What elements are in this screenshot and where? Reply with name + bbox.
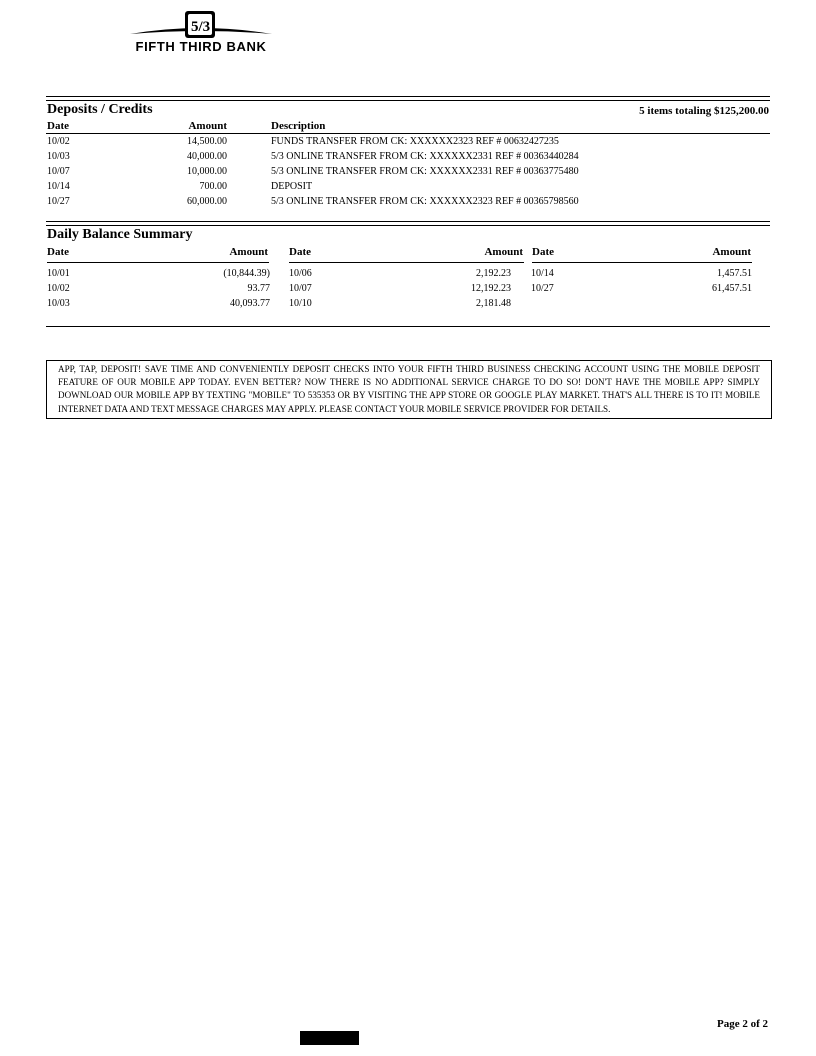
balance-date: 10/10 [289,298,312,309]
bank-name: FIFTH THIRD BANK [135,39,267,54]
table-row [0,268,816,283]
balance-date: 10/27 [531,283,554,294]
deposit-date: 10/14 [47,181,70,192]
balance-amount: 93.77 [247,283,270,294]
balance-title: Daily Balance Summary [47,227,193,242]
deposits-col-amount: Amount [188,120,227,132]
deposits-header-rule [46,133,770,134]
balance-date: 10/02 [47,283,70,294]
balance-date: 10/14 [531,268,554,279]
redaction-bar [300,1031,359,1045]
deposits-summary: 5 items totaling $125,200.00 [639,105,769,117]
balance-amount: 61,457.51 [712,283,752,294]
mobile-deposit-notice: APP, TAP, DEPOSIT! SAVE TIME AND CONVENIENTLY DEPOSIT CHECKS INTO YOUR FIFTH THIRD BUSINESS CHECKING ACCOUNT USING THE MOBILE DEPOSIT FEATURE OF OUR MOBILE APP TODAY. EVEN BETTER? NOW THERE IS NO ADDITIONAL SERVICE CHARGE TO DO SO! DON'T HAVE THE MOBILE APP? SIMPLY DOWNLOAD OUR MOBILE APP BY TEXTING "MOBILE" TO 535353 OR BY VISITING THE APP STORE OR GOOGLE PLAY MARKET. THAT'S ALL THERE IS TO IT! MOBILE INTERNET DATA AND TEXT MESSAGE CHARGES MAY APPLY. PLEASE CONTACT YOUR MOBILE SERVICE PROVIDER FOR DETAILS. [46,360,772,419]
balance-amount: 12,192.23 [471,283,511,294]
deposits-col-description: Description [271,120,326,132]
balance-amount: 2,181.48 [476,298,511,309]
deposit-amount: 14,500.00 [187,136,227,147]
deposit-description: DEPOSIT [271,181,313,192]
deposit-amount: 40,000.00 [187,151,227,162]
deposit-description: 5/3 ONLINE TRANSFER FROM CK: XXXXXX2331 REF # 00363775480 [271,166,579,177]
balance-col-date: Date [47,246,69,258]
deposit-date: 10/02 [47,136,70,147]
deposit-description: FUNDS TRANSFER FROM CK: XXXXXX2323 REF # 00632427235 [271,136,559,147]
balance-col-date: Date [532,246,554,258]
deposit-date: 10/27 [47,196,70,207]
section-rule [46,96,770,97]
balance-amount: 1,457.51 [717,268,752,279]
table-row [0,136,816,151]
balance-header-rule [289,262,524,263]
deposits-table-body [0,136,816,211]
table-row [0,196,816,211]
section-rule [46,221,770,222]
deposits-title: Deposits / Credits [47,102,153,117]
table-row [0,151,816,166]
balance-date: 10/07 [289,283,312,294]
svg-text:5/3: 5/3 [191,19,211,35]
balance-date: 10/06 [289,268,312,279]
balance-table-body [0,268,816,313]
balance-amount: 40,093.77 [230,298,270,309]
section-rule [46,225,770,226]
table-row [0,181,816,196]
balance-col-amount: Amount [712,246,751,258]
deposit-description: 5/3 ONLINE TRANSFER FROM CK: XXXXXX2331 REF # 00363440284 [271,151,579,162]
balance-header-rule [532,262,752,263]
table-row [0,166,816,181]
balance-header-rule [47,262,269,263]
deposits-col-date: Date [47,120,69,132]
deposit-amount: 700.00 [199,181,227,192]
balance-amount: (10,844.39) [223,268,270,279]
deposit-amount: 10,000.00 [187,166,227,177]
balance-col-date: Date [289,246,311,258]
balance-date: 10/03 [47,298,70,309]
table-row [0,283,816,298]
balance-col-amount: Amount [229,246,268,258]
deposit-date: 10/07 [47,166,70,177]
deposit-date: 10/03 [47,151,70,162]
balance-amount: 2,192.23 [476,268,511,279]
section-rule [46,100,770,101]
deposit-description: 5/3 ONLINE TRANSFER FROM CK: XXXXXX2323 REF # 00365798560 [271,196,579,207]
page-number: Page 2 of 2 [716,1018,768,1030]
section-end-rule [46,326,770,327]
balance-col-amount: Amount [484,246,523,258]
table-row [0,298,816,313]
deposit-amount: 60,000.00 [187,196,227,207]
balance-date: 10/01 [47,268,70,279]
